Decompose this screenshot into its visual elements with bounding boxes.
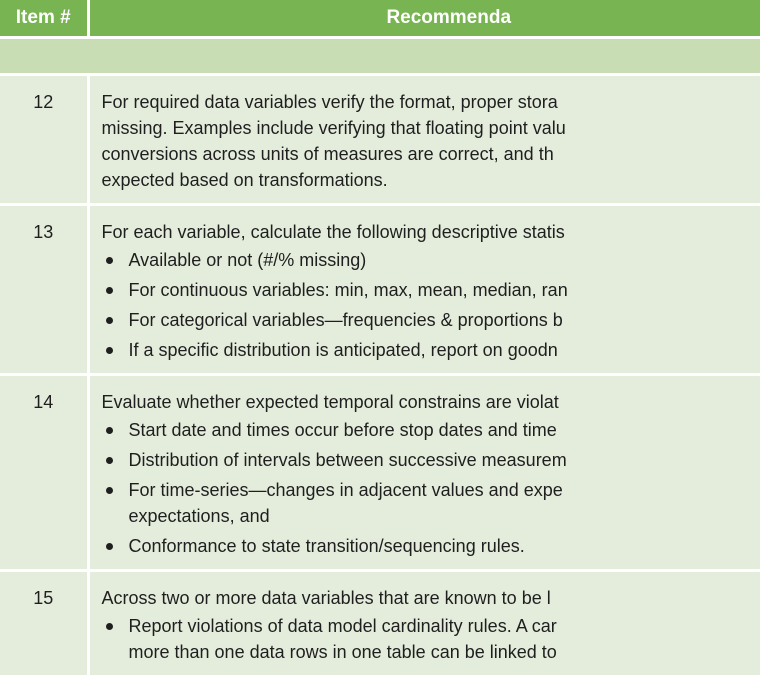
recommendation-text-line: Evaluate whether expected temporal constrains are violat xyxy=(102,389,760,415)
table-body xyxy=(0,38,760,677)
bullet-item xyxy=(102,277,760,303)
bullet-text-line: Report violations of data model cardinality rules. A car xyxy=(129,613,760,639)
bullet-item xyxy=(102,447,760,473)
table-row xyxy=(0,205,760,375)
section-band-cell xyxy=(88,38,760,75)
bullet-dot-icon xyxy=(106,287,113,294)
bullet-item xyxy=(102,613,760,665)
bullet-dot-icon xyxy=(106,427,113,434)
bullet-item xyxy=(102,533,760,559)
bullet-text-line: Start date and times occur before stop dates and time xyxy=(129,417,760,443)
bullet-dot-icon xyxy=(106,543,113,550)
bullet-dot-icon xyxy=(106,487,113,494)
item-number-cell: 12 xyxy=(0,75,88,205)
item-number-cell: 13 xyxy=(0,205,88,375)
bullet-text-line: expectations, and xyxy=(129,503,760,529)
bullet-item xyxy=(102,477,760,529)
bullet-item xyxy=(102,337,760,363)
item-number-cell: 15 xyxy=(0,571,88,677)
bullet-dot-icon xyxy=(106,623,113,630)
table-header xyxy=(0,0,760,38)
table-row xyxy=(0,75,760,205)
bullet-text-line: For time-series—changes in adjacent values and expe xyxy=(129,477,760,503)
bullet-item xyxy=(102,417,760,443)
recommendation-text-line: missing. Examples include verifying that floating point valu xyxy=(102,115,760,141)
bullet-list xyxy=(102,417,760,559)
recommendation-header: Recommenda xyxy=(88,0,760,38)
bullet-dot-icon xyxy=(106,457,113,464)
section-band-cell xyxy=(0,38,88,75)
bullet-text-line: more than one data rows in one table can be linked to xyxy=(129,639,760,665)
recommendation-text-line: For required data variables verify the format, proper stora xyxy=(102,89,760,115)
bullet-text-line: If a specific distribution is anticipated, report on goodn xyxy=(129,337,760,363)
bullet-text-line: For categorical variables—frequencies & proportions b xyxy=(129,307,760,333)
recommendation-text-line: For each variable, calculate the following descriptive statis xyxy=(102,219,760,245)
bullet-list xyxy=(102,247,760,363)
table-row xyxy=(0,375,760,571)
recommendation-cell xyxy=(88,375,760,571)
recommendation-text-line: conversions across units of measures are correct, and th xyxy=(102,141,760,167)
bullet-text-line: Available or not (#/% missing) xyxy=(129,247,760,273)
bullet-item xyxy=(102,307,760,333)
recommendation-text-line: expected based on transformations. xyxy=(102,167,760,193)
item-number-header: Item # xyxy=(0,0,88,38)
bullet-text-line: Conformance to state transition/sequencing rules. xyxy=(129,533,760,559)
bullet-dot-icon xyxy=(106,347,113,354)
table-row xyxy=(0,571,760,677)
item-number-cell: 14 xyxy=(0,375,88,571)
recommendation-text-line: Across two or more data variables that are known to be l xyxy=(102,585,760,611)
recommendation-cell xyxy=(88,205,760,375)
section-band-row xyxy=(0,38,760,75)
bullet-text-line: For continuous variables: min, max, mean, median, ran xyxy=(129,277,760,303)
bullet-text-line: Distribution of intervals between successive measurem xyxy=(129,447,760,473)
bullet-list xyxy=(102,613,760,665)
bullet-dot-icon xyxy=(106,317,113,324)
recommendation-cell xyxy=(88,571,760,677)
recommendation-cell xyxy=(88,75,760,205)
bullet-dot-icon xyxy=(106,257,113,264)
bullet-item xyxy=(102,247,760,273)
